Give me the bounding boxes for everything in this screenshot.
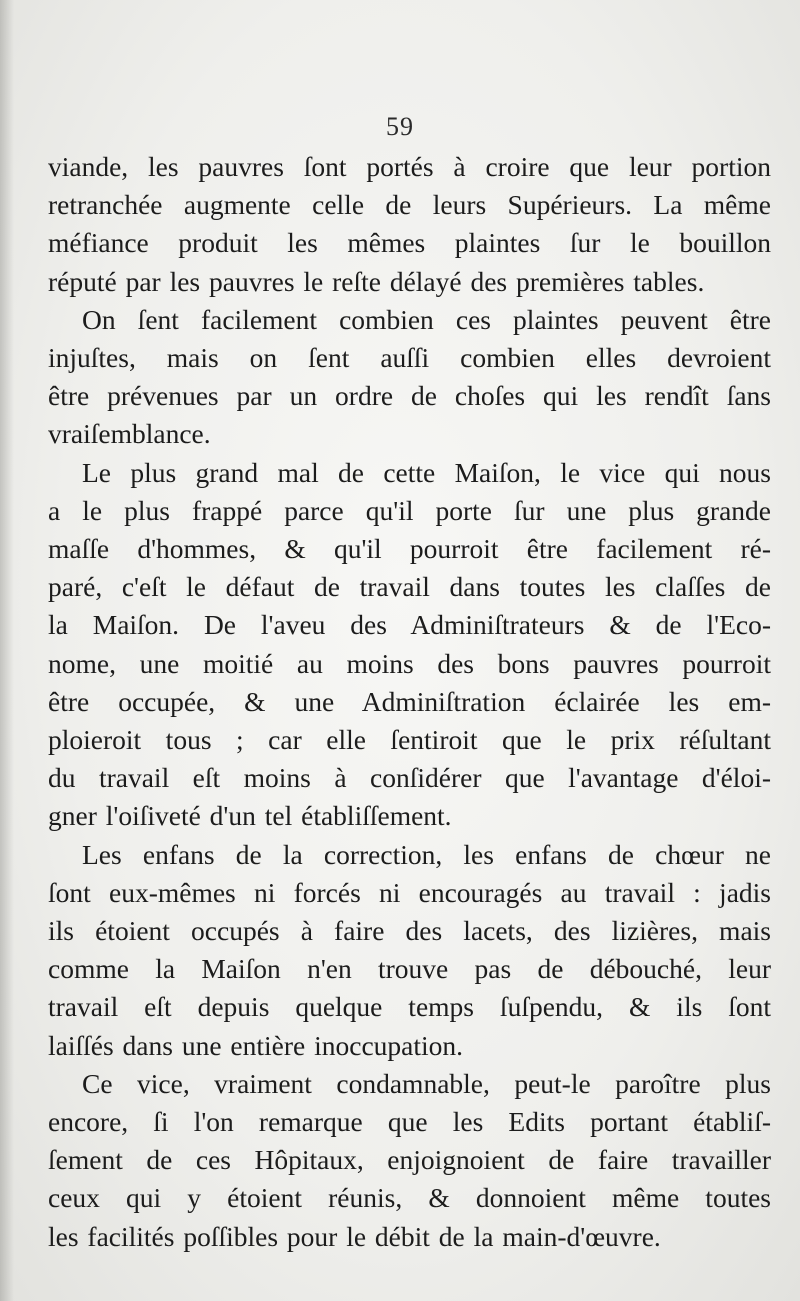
text-line: viande, les pauvres ſont portés à croire que leur portion	[48, 151, 771, 182]
text-line: réputé par les pauvres le reſte délayé des premières tables.	[48, 265, 705, 297]
text-line: les facilités poſſibles pour le débit de la main-d'œuvre.	[48, 1220, 661, 1252]
text-line: maſſe d'hommes, & qu'il pourroit être facilement ré-	[48, 533, 771, 565]
paragraph-4	[48, 836, 771, 1065]
text-line: vraiſemblance.	[48, 418, 211, 450]
body-text	[48, 148, 771, 1256]
text-line: a le plus frappé parce qu'il porte ſur une plus grande	[48, 494, 771, 526]
text-line: ils étoient occupés à faire des lacets, des lizières, mais	[48, 915, 771, 947]
paragraph-2	[48, 301, 771, 454]
text-line: retranchée augmente celle de leurs Supérieurs. La même	[48, 189, 771, 221]
text-line: ſont eux-mêmes ni forcés ni encouragés au travail : jadis	[48, 876, 771, 908]
text-line: nome, une moitié au moins des bons pauvres pourroit	[48, 647, 771, 679]
page-edge-shadow	[0, 0, 14, 1301]
text-line: comme la Maiſon n'en trouve pas de débouché, leur	[48, 953, 771, 985]
text-line: Les enfans de la correction, les enfans de chœur ne	[82, 838, 771, 870]
text-line: gner l'oiſiveté d'un tel établiſſement.	[48, 800, 452, 832]
text-line: laiſſés dans une entière inoccupation.	[48, 1029, 464, 1061]
text-line: On ſent facilement combien ces plaintes peuvent être	[82, 303, 771, 335]
text-line: méfiance produit les mêmes plaintes ſur le bouillon	[48, 227, 771, 259]
paragraph-3	[48, 454, 771, 836]
text-line: paré, c'eſt le défaut de travail dans toutes les claſſes de	[48, 571, 771, 603]
text-line: encore, ſi l'on remarque que les Edits portant établiſ-	[48, 1106, 771, 1138]
text-line: ceux qui y étoient réunis, & donnoient même toutes	[48, 1182, 771, 1214]
text-line: Le plus grand mal de cette Maiſon, le vice qui nous	[82, 456, 771, 488]
text-line: injuſtes, mais on ſent auſſi combien elles devroient	[48, 342, 771, 374]
text-line: travail eſt depuis quelque temps ſuſpendu, & ils ſont	[48, 991, 771, 1023]
text-line: être prévenues par un ordre de choſes qui les rendît ſans	[48, 380, 771, 412]
text-line: Ce vice, vraiment condamnable, peut-le paroître plus	[82, 1067, 771, 1099]
text-line: ſement de ces Hôpitaux, enjoignoient de faire travailler	[48, 1144, 771, 1176]
page-number: 59	[386, 112, 414, 141]
text-line: la Maiſon. De l'aveu des Adminiſtrateurs & de l'Eco-	[48, 609, 771, 641]
text-line: être occupée, & une Adminiſtration éclairée les em-	[48, 685, 771, 717]
paragraph-1	[48, 148, 771, 301]
text-line: ploieroit tous ; car elle ſentiroit que le prix réſultant	[48, 724, 771, 756]
text-line: du travail eſt moins à conſidérer que l'avantage d'éloi-	[48, 762, 771, 794]
paragraph-5	[48, 1065, 771, 1256]
